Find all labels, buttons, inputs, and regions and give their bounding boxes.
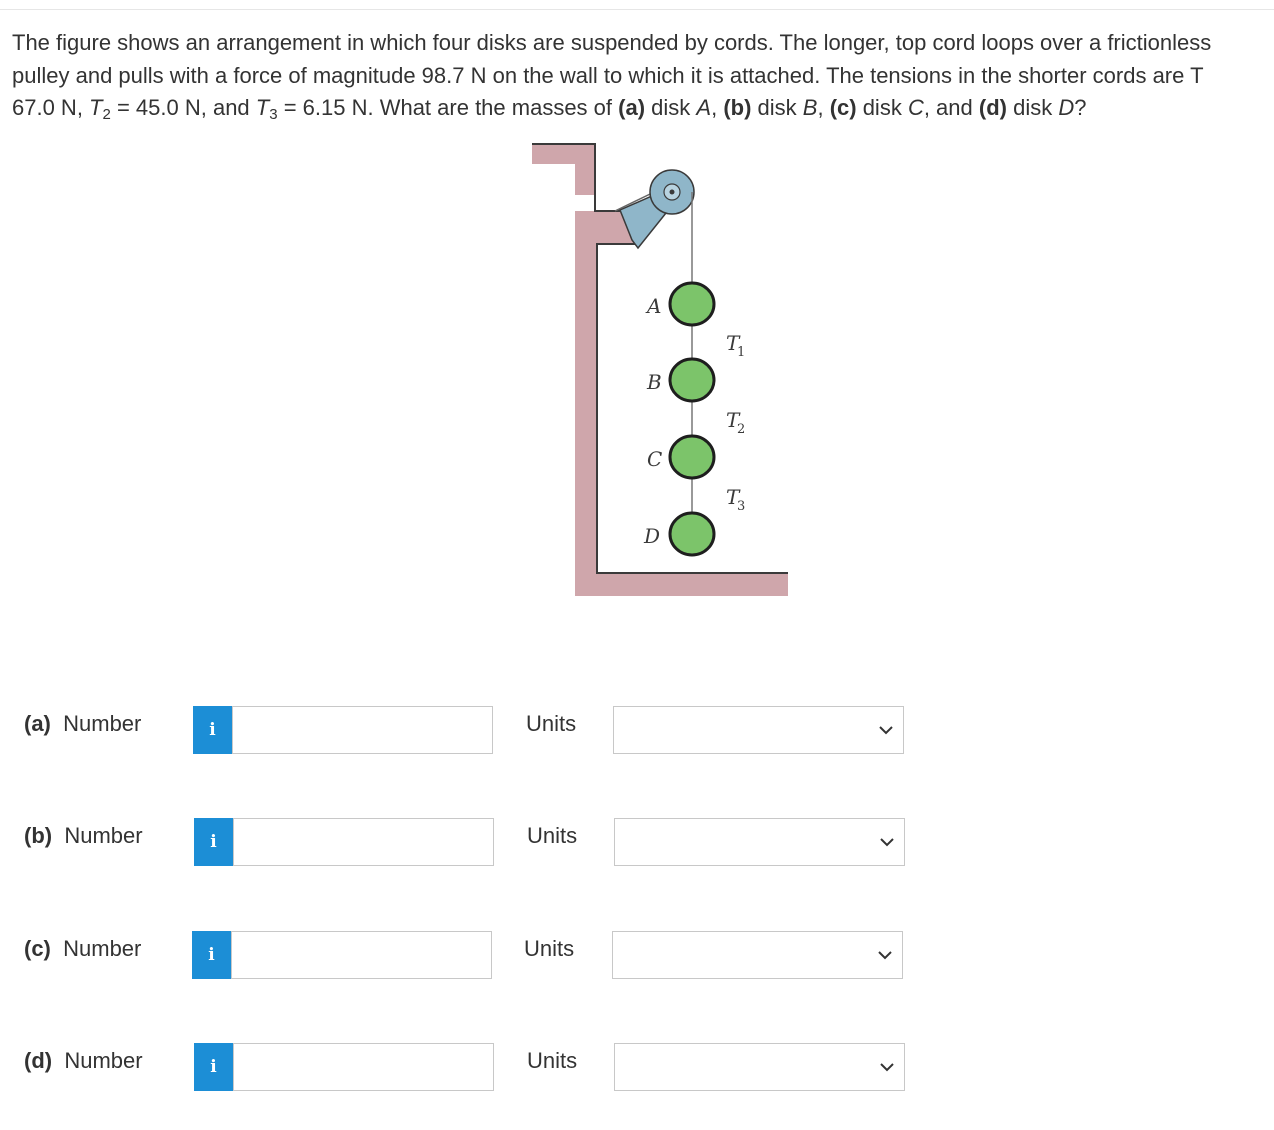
answer-d-input[interactable]	[233, 1043, 494, 1091]
disk-c-ref: C	[907, 95, 924, 120]
info-button[interactable]: i	[193, 706, 232, 754]
symbol-t3: T	[255, 95, 270, 120]
disk-a	[670, 283, 714, 325]
text-sep: ,	[817, 95, 830, 120]
disk-b-ref: B	[802, 95, 818, 120]
units-select-b[interactable]	[614, 818, 905, 866]
problem-statement	[12, 27, 1274, 125]
top-divider	[0, 9, 1274, 10]
part-d-label	[24, 1048, 143, 1074]
chevron-down-icon	[876, 946, 894, 964]
part-letter: (a)	[24, 711, 51, 736]
label-b: B	[647, 370, 662, 394]
answer-b-input[interactable]	[233, 818, 494, 866]
label-d: D	[644, 524, 661, 548]
answer-c-input[interactable]	[231, 931, 492, 979]
text-t1-value: 67.0 N,	[12, 95, 90, 120]
label-a: A	[647, 294, 662, 318]
part-letter: (b)	[24, 823, 53, 848]
units-select-d[interactable]	[614, 1043, 905, 1091]
tension-t3: T	[726, 485, 740, 509]
part-letter: (c)	[24, 936, 51, 961]
part-a-label	[24, 711, 141, 737]
tension-t1: T	[726, 331, 740, 355]
units-label: Units	[527, 1048, 578, 1073]
units-label: Units	[524, 936, 575, 961]
text-sep: ,	[711, 95, 724, 120]
subscript-3: 3	[269, 106, 278, 123]
answer-row-c	[0, 923, 1000, 975]
units-select-a[interactable]	[613, 706, 904, 754]
number-label: Number	[64, 1048, 143, 1073]
chevron-down-icon	[878, 1058, 896, 1076]
disk-d	[670, 513, 714, 555]
units-select-c[interactable]	[612, 931, 903, 979]
text-t2-value: = 45.0 N, and	[110, 95, 256, 120]
tension-t2: T	[726, 408, 740, 432]
tension-t2-sub: 2	[737, 422, 746, 437]
disk-c	[670, 436, 714, 478]
answer-row-b	[0, 810, 1000, 862]
answer-row-a	[0, 698, 1000, 750]
part-c-ref: (c)	[829, 95, 857, 120]
tension-t3-sub: 3	[737, 499, 746, 514]
chevron-down-icon	[878, 833, 896, 851]
problem-line-1: The figure shows an arrangement in which four disks are suspended by cords. The longer, top cord loops over a frictionless	[12, 30, 1212, 55]
label-c: C	[647, 447, 663, 471]
text-and: , and	[923, 95, 979, 120]
problem-line-3	[12, 92, 1274, 125]
text-disk: disk	[856, 95, 908, 120]
tension-t1-sub: 1	[737, 345, 746, 360]
info-button[interactable]: i	[194, 1043, 233, 1091]
text-question: = 6.15 N. What are the masses of	[277, 95, 619, 120]
answer-row-d	[0, 1035, 1000, 1087]
number-label: Number	[64, 823, 143, 848]
info-button[interactable]: i	[194, 818, 233, 866]
answer-a-input[interactable]	[232, 706, 493, 754]
disks-pulley-figure	[520, 140, 800, 605]
symbol-t2: T	[89, 95, 103, 120]
disk-b	[670, 359, 714, 401]
part-d-ref: (d)	[978, 95, 1007, 120]
text-disk: disk	[751, 95, 803, 120]
wall	[532, 144, 595, 195]
number-label: Number	[63, 936, 142, 961]
chevron-down-icon	[877, 721, 895, 739]
pulley-axle	[670, 190, 675, 195]
part-b-label	[24, 823, 143, 849]
info-button[interactable]: i	[192, 931, 231, 979]
subscript-2: 2	[102, 106, 111, 123]
part-letter: (d)	[24, 1048, 53, 1073]
text-disk: disk	[645, 95, 697, 120]
part-b-ref: (b)	[723, 95, 752, 120]
part-c-label	[24, 936, 141, 962]
units-label: Units	[527, 823, 578, 848]
disk-d-ref: D	[1058, 95, 1075, 120]
text-disk: disk	[1006, 95, 1059, 120]
problem-line-2: pulley and pulls with a force of magnitude 98.7 N on the wall to which it is attached. The tensions in the shorter cords are T	[12, 62, 1204, 88]
text-end: ?	[1074, 95, 1087, 120]
disk-a-ref: A	[696, 95, 712, 120]
units-label: Units	[526, 711, 577, 736]
number-label: Number	[63, 711, 142, 736]
part-a-ref: (a)	[618, 95, 646, 120]
